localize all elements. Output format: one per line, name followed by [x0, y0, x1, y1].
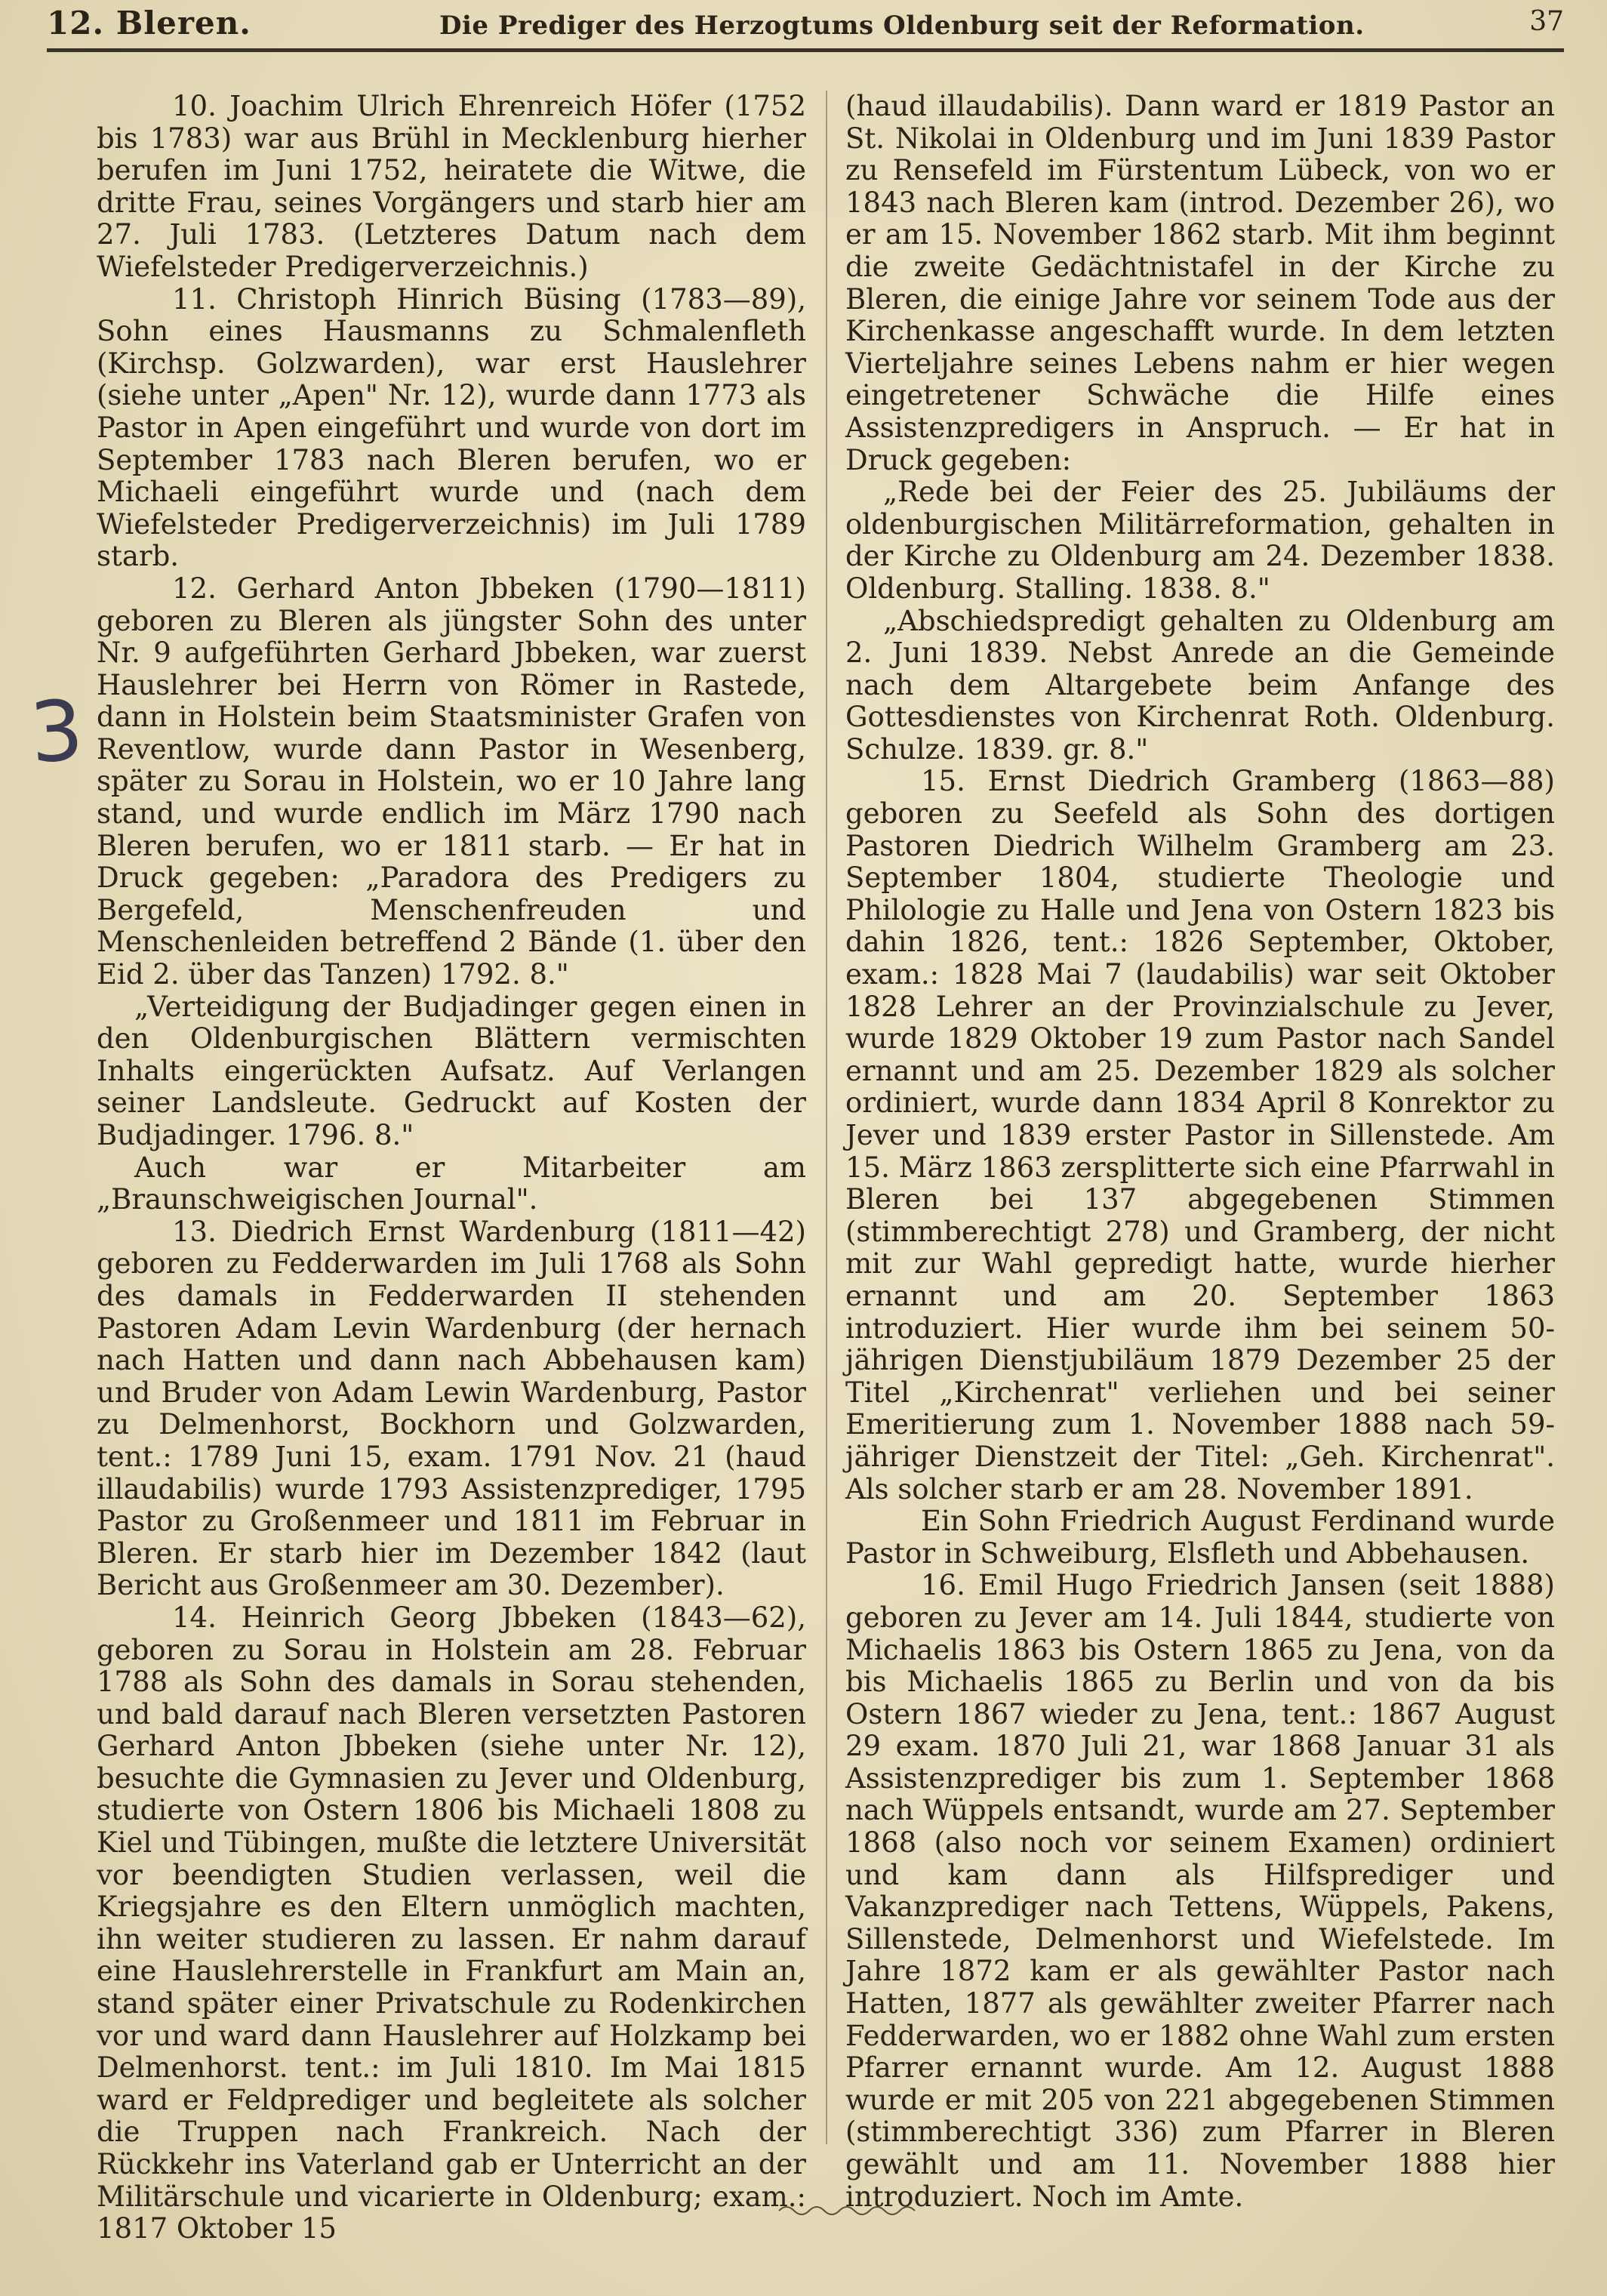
entry-12-note: Auch war er Mitarbeiter am „Braunschweigischen Journal". [97, 1151, 806, 1216]
end-flourish-ornament [777, 2201, 921, 2220]
handwritten-margin-note: 3 [26, 681, 87, 782]
left-column [97, 91, 806, 2245]
page-number: 37 [1529, 6, 1564, 37]
entry-14-publication-2: „Abschiedspredigt gehalten zu Oldenburg am 2. Juni 1839. Nebst Anrede an die Gemeinde nach dem Altargebete beim Anfange des Gottesdienstes von Kirchenrat Roth. Oldenburg. Schulze. 1839. gr. 8." [845, 604, 1555, 766]
page-header [47, 5, 1564, 47]
entry-10-hoefer: 10. Joachim Ulrich Ehrenreich Höfer (1752 bis 1783) war aus Brühl in Mecklenburg hierher berufen im Juni 1752, heiratete die Witwe, die dritte Frau, seines Vorgängers und starb hier am 27. Juli 1783. (Letzteres Datum nach dem Wiefelsteder Predigerverzeichnis.) [97, 90, 806, 283]
header-rule [47, 48, 1564, 52]
entry-15-son-note: Ein Sohn Friedrich August Ferdinand wurde Pastor in Schweiburg, Elsfleth und Abbehausen. [845, 1505, 1555, 1570]
entry-12-jbbeken: 12. Gerhard Anton Jbbeken (1790—1811) geboren zu Bleren als jüngster Sohn des unter Nr. 9 aufgeführten Gerhard Jbbeken, war zuerst Hauslehrer bei Herrn von Römer in Rastede, dann in Holstein beim Staatsminister Grafen von Reventlow, wurde dann Pastor in Wesenberg, später zu Sorau in Holstein, wo er 10 Jahre lang stand, und wurde endlich im März 1790 nach Bleren berufen, wo er 1811 starb. — Er hat in Druck gegeben: „Paradora des Predigers zu Bergefeld, Menschenfreuden und Menschenleiden betreffend 2 Bände (1. über den Eid 2. über das Tanzen) 1792. 8." [97, 572, 806, 991]
entry-14-publication-1: „Rede bei der Feier des 25. Jubiläums der oldenburgischen Militärreformation, gehalten in der Kirche zu Oldenburg am 24. Dezember 1838. Oldenburg. Stalling. 1838. 8." [845, 476, 1555, 605]
entry-14-jbbeken: 14. Heinrich Georg Jbbeken (1843—62), geboren zu Sorau in Holstein am 28. Februar 1788 als Sohn des damals in Sorau stehenden, und bald darauf nach Bleren versetzten Pastoren Gerhard Anton Jbbeken (siehe unter Nr. 12), besuchte die Gymnasien zu Jever und Oldenburg, studierte von Ostern 1806 bis Michaeli 1808 zu Kiel und Tübingen, mußte die letztere Universität vor beendigten Studien verlassen, weil die Kriegsjahre es den Eltern unmöglich machten, ihn weiter studieren zu lassen. Er nahm darauf eine Hauslehrerstelle in Frankfurt am Main an, stand später einer Privatschule zu Rodenkirchen vor und ward dann Hauslehrer auf Holzkamp bei Delmenhorst. tent.: im Juli 1810. Im Mai 1815 ward er Feldprediger und begleitete als solcher die Truppen nach Frankreich. Nach der Rückkehr ins Vaterland gab er Unterricht an der Militärschule und vicarierte in Oldenburg; exam.: 1817 Oktober 15 [97, 1601, 806, 2245]
entry-12-publication-2: „Verteidigung der Budjadinger gegen einen in den Oldenburgischen Blättern vermischten Inhalts eingerückten Aufsatz. Auf Verlangen seiner Landsleute. Gedruckt auf Kosten der Budjadinger. 1796. 8." [97, 990, 806, 1151]
entry-13-wardenburg: 13. Diedrich Ernst Wardenburg (1811—42) geboren zu Fedderwarden im Juli 1768 als Sohn des damals in Fedderwarden II stehenden Pastoren Adam Levin Wardenburg (der hernach nach Hatten und dann nach Abbehausen kam) und Bruder von Adam Lewin Wardenburg, Pastor zu Delmenhorst, Bockhorn und Golzwarden, tent.: 1789 Juni 15, exam. 1791 Nov. 21 (haud illaudabilis) wurde 1793 Assistenzprediger, 1795 Pastor zu Großenmeer und 1811 im Februar in Bleren. Er starb hier im Dezember 1842 (laut Bericht aus Großenmeer am 30. Dezember). [97, 1215, 806, 1602]
entry-11-buesing: 11. Christoph Hinrich Büsing (1783—89), Sohn eines Hausmanns zu Schmalenfleth (Kirchsp. Golzwarden), war erst Hauslehrer (siehe unter „Apen" Nr. 12), wurde dann 1773 als Pastor in Apen eingeführt und wurde von dort im September 1783 nach Bleren berufen, wo er Michaeli eingeführt wurde und (nach dem Wiefelsteder Predigerverzeichnis) im Juli 1789 starb. [97, 282, 806, 573]
entry-15-gramberg: 15. Ernst Diedrich Gramberg (1863—88) geboren zu Seefeld als Sohn des dortigen Pastoren Diedrich Wilhelm Gramberg am 23. September 1804, studierte Theologie und Philologie zu Halle und Jena von Ostern 1823 bis dahin 1826, tent.: 1826 September, Oktober, exam.: 1828 Mai 7 (laudabilis) war seit Oktober 1828 Lehrer an der Provinzialschule zu Jever, wurde 1829 Oktober 19 zum Pastor nach Sandel ernannt und am 25. Dezember 1829 als solcher ordiniert, wurde dann 1834 April 8 Konrektor zu Jever und 1839 erster Pastor in Sillenstede. Am 15. März 1863 zersplitterte sich eine Pfarrwahl in Bleren bei 137 abgegebenen Stimmen (stimmberechtigt 278) und Gramberg, der nicht mit zur Wahl gepredigt hatte, wurde hierher ernannt und am 20. September 1863 introduziert. Hier wurde ihm bei seinem 50-jährigen Dienstjubiläum 1879 Dezember 25 der Titel „Kirchenrat" verliehen und bei seiner Emeritierung zum 1. November 1888 nach 59-jähriger Dienstzeit der Titel: „Geh. Kirchenrat". Als solcher starb er am 28. November 1891. [845, 765, 1555, 1505]
section-title: 12. Bleren. [47, 5, 251, 42]
column-divider [826, 91, 827, 2144]
entry-16-jansen: 16. Emil Hugo Friedrich Jansen (seit 1888) geboren zu Jever am 14. Juli 1844, studierte von Michaelis 1863 bis Ostern 1865 zu Jena, von da bis Michaelis 1865 zu Berlin und von da bis Ostern 1867 wieder zu Jena, tent.: 1867 August 29 exam. 1870 Juli 21, war 1868 Januar 31 als Assistenzprediger bis zum 1. September 1868 nach Wüppels entsandt, wurde am 27. September 1868 (also noch vor seinem Examen) ordiniert und kam dann als Hilfsprediger und Vakanzprediger nach Tettens, Wüppels, Pakens, Sillenstede, Delmenhorst und Wiefelstede. Im Jahre 1872 kam er als gewählter Pastor nach Hatten, 1877 als gewählter zweiter Pfarrer nach Fedderwarden, wo er 1882 ohne Wahl zum ersten Pfarrer ernannt wurde. Am 12. August 1888 wurde er mit 205 von 221 abgegebenen Stimmen (stimmberechtigt 336) zum Pfarrer in Bleren gewählt und am 11. November 1888 hier introduziert. Noch im Amte. [845, 1569, 1555, 2213]
right-column [845, 91, 1555, 2213]
running-title: Die Prediger des Herzogtums Oldenburg seit der Reformation. [439, 11, 1365, 41]
entry-14-continued: (haud illaudabilis). Dann ward er 1819 Pastor an St. Nikolai in Oldenburg und im Juni 1839 Pastor zu Rensefeld im Fürstentum Lübeck, von wo er 1843 nach Bleren kam (introd. Dezember 26), wo er am 15. November 1862 starb. Mit ihm beginnt die zweite Gedächtnistafel in der Kirche zu Bleren, die einige Jahre vor seinem Tode aus der Kirchenkasse angeschafft wurde. In dem letzten Vierteljahre seines Lebens nahm er hier wegen eingetretener Schwäche die Hilfe eines Assistenzpredigers in Anspruch. — Er hat in Druck gegeben: [845, 90, 1555, 476]
